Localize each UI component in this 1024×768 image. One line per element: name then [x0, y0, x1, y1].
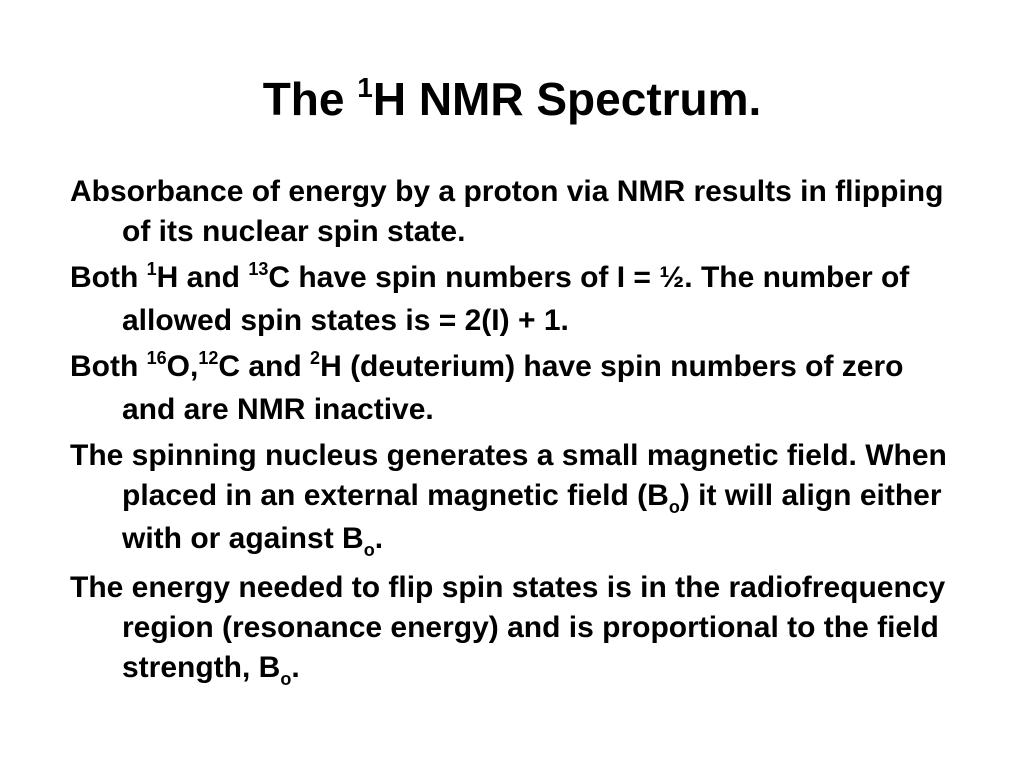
- paragraph-text: .: [374, 522, 384, 555]
- slide-title: [0, 70, 1024, 135]
- title-superscript: 1: [357, 72, 373, 103]
- paragraph-text: ) it will align either with or against B: [122, 479, 942, 555]
- paragraph-text: The spinning nucleus generates a small magnetic field. When placed in an external magnetic field (B: [70, 439, 947, 512]
- paragraph-text: .: [291, 651, 300, 684]
- paragraph-text: C have spin numbers of I = ½. The number of allowed spin states is = 2(I) + 1.: [122, 261, 910, 337]
- paragraph-text: The energy needed to flip spin states is in the radiofrequency region (resonance energy) and is proportional to the field strength, B: [70, 571, 946, 684]
- paragraph-text: Absorbance of energy by a proton via NMR results in flipping of its nuclear spin state.: [70, 175, 944, 248]
- paragraph-text: Both: [70, 261, 147, 294]
- isotope-mass-superscript: 2: [310, 348, 321, 368]
- isotope-mass-superscript: 1: [146, 259, 157, 279]
- slide-body: [70, 172, 960, 697]
- paragraph-text: H and: [156, 261, 249, 294]
- isotope-mass-superscript: 12: [198, 348, 219, 368]
- field-subscript: o: [280, 669, 292, 689]
- paragraph-magnetic-field: [70, 436, 960, 562]
- paragraph-text: H (deuterium) have spin numbers of zero and are NMR inactive.: [122, 350, 904, 426]
- title-prefix: The: [262, 73, 358, 125]
- paragraph-nmr-inactive: [70, 347, 960, 430]
- paragraph-resonance-energy: [70, 568, 960, 691]
- paragraph-text: C and: [218, 350, 311, 383]
- paragraph-absorbance: [70, 172, 960, 252]
- isotope-mass-superscript: 16: [146, 348, 167, 368]
- title-rest: H NMR Spectrum.: [372, 73, 762, 125]
- paragraph-text: Both: [70, 350, 147, 383]
- field-subscript: o: [668, 497, 680, 517]
- paragraph-text: O,: [166, 350, 199, 383]
- isotope-mass-superscript: 13: [248, 259, 269, 279]
- paragraph-spin-numbers: [70, 258, 960, 341]
- field-subscript: o: [363, 540, 375, 560]
